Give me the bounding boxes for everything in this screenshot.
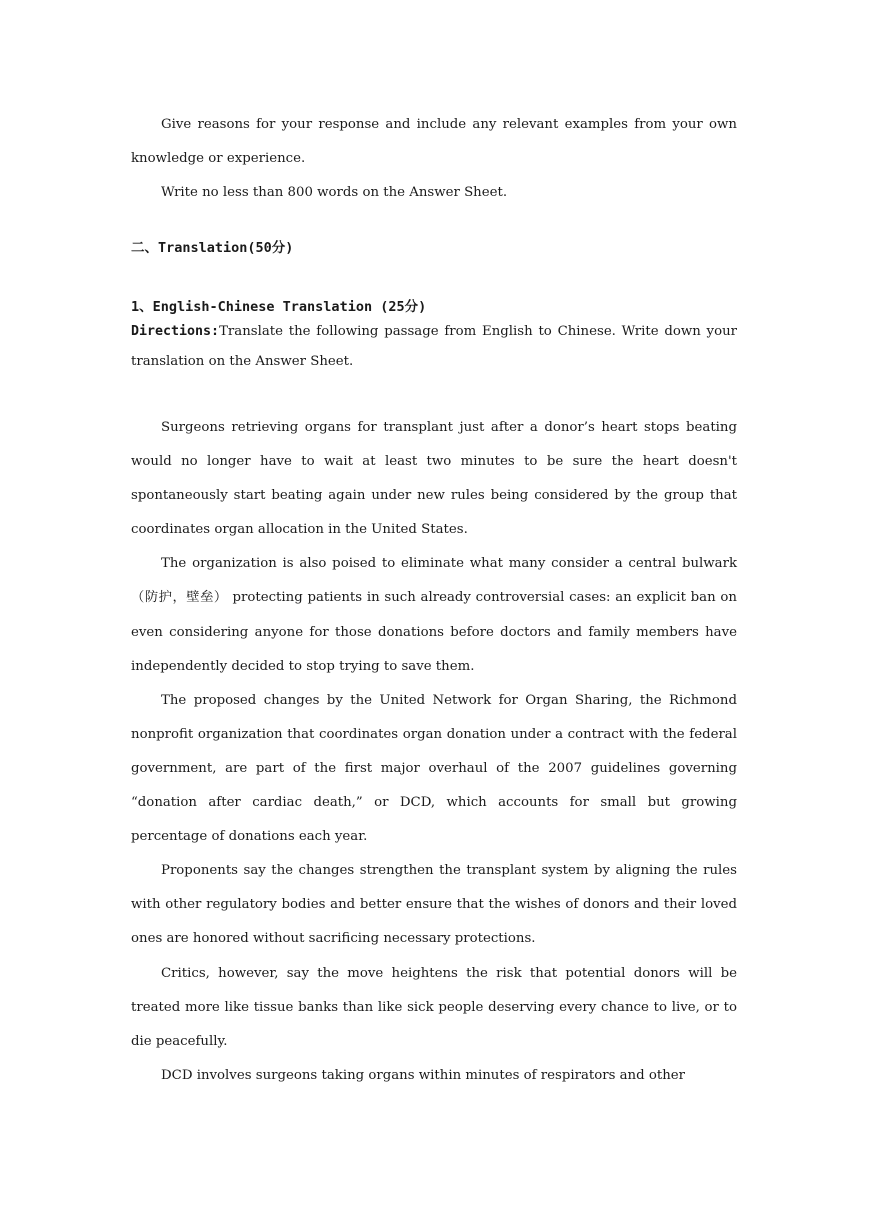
directions-text: Translate the following passage from English to Chinese. Write down your translation on the Answer Sheet. [131, 324, 737, 369]
section-heading-translation: 二、Translation(50分) [131, 240, 294, 256]
passage-paragraph-2: The organization is also poised to eliminate what many consider a central bulwark（防护，壁垒） protecting patients in such already controversial cases: an explicit ban on even considering anyone for those donations before doctors and family members have independently decided to stop trying to save them. [131, 556, 737, 674]
subsection-heading-english-chinese: 1、English-Chinese Translation (25分) [131, 299, 427, 315]
passage-paragraph-4: Proponents say the changes strengthen the transplant system by aligning the rules with other regulatory bodies and better ensure that the wishes of donors and their loved ones are honored without sacrificing necessary protections. [131, 863, 737, 947]
passage-paragraph-5: Critics, however, say the move heightens the risk that potential donors will be treated more like tissue banks than like sick people deserving every chance to live, or to die peacefully. [131, 965, 737, 1049]
passage-paragraph-6: DCD involves surgeons taking organs within minutes of respirators and other [161, 1067, 685, 1083]
essay-instruction-reasons: Give reasons for your response and include any relevant examples from your own knowledge or experience. [131, 117, 737, 166]
directions-label: Directions: [131, 324, 220, 339]
directions-paragraph [131, 317, 737, 377]
document-page [131, 108, 737, 1093]
translation-passage [131, 411, 737, 1093]
passage-paragraph-3: The proposed changes by the United Network for Organ Sharing, the Richmond nonprofit organization that coordinates organ donation under a contract with the federal government, are part of the first major overhaul of the 2007 guidelines governing “donation after cardiac death,” or DCD, which accounts for small but growing percentage of donations each year. [131, 692, 737, 845]
essay-instruction-word-count: Write no less than 800 words on the Answer Sheet. [161, 185, 508, 200]
passage-paragraph-1: Surgeons retrieving organs for transplant just after a donor’s heart stops beating would no longer have to wait at least two minutes to be sure the heart doesn't spontaneously start beating again under new rules being considered by the group that coordinates organ allocation in the United States. [131, 420, 737, 538]
